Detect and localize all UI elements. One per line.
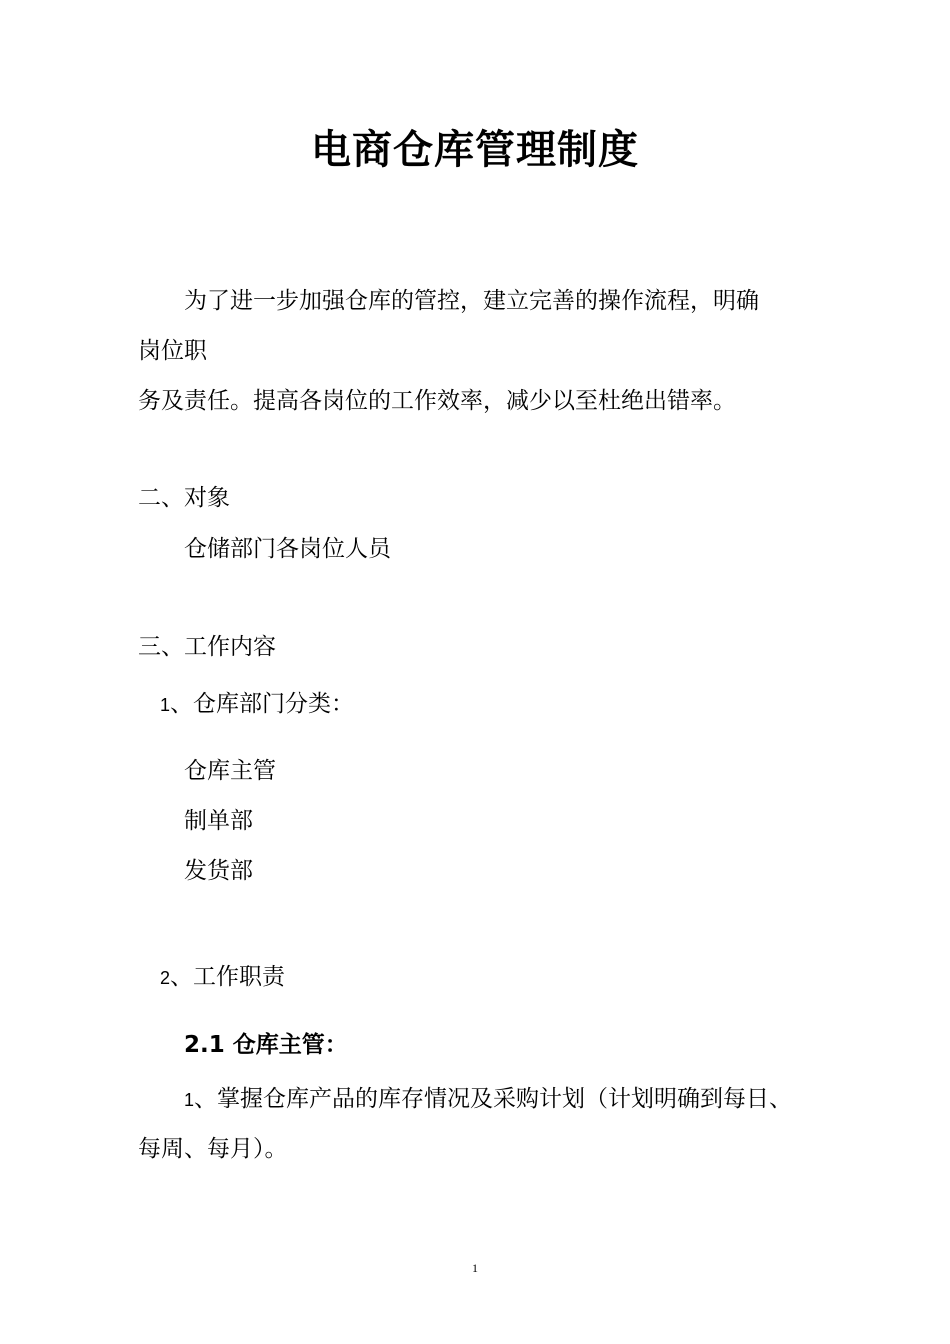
duty-1-line-1 [184,1084,792,1115]
duty-1-text: 、掌握仓库产品的库存情况及采购计划（计划明确到每日、 [194,1086,793,1112]
item-1-heading [160,689,354,720]
department-item: 仓库主管 [184,758,276,784]
department-item: 发货部 [184,858,253,884]
department-item: 制单部 [184,808,253,834]
item-2-label: 、工作职责 [170,964,286,990]
section-2-content: 仓储部门各岗位人员 [184,536,391,562]
intro-line-2: 岗位职 [138,338,207,364]
section-3-heading: 三、工作内容 [138,634,276,660]
document-title: 电商仓库管理制度 [311,127,639,173]
duty-1-number: 1 [184,1090,195,1110]
page-number: 1 [472,1261,478,1275]
item-1-number: 1 [160,695,171,715]
subsection-2-1-heading: 2.1 仓库主管： [184,1032,348,1058]
intro-line-1: 为了进一步加强仓库的管控，建立完善的操作流程，明确 [184,288,759,314]
section-2-heading: 二、对象 [138,485,230,511]
item-2-heading [160,962,285,993]
item-1-label: 、仓库部门分类： [170,691,355,717]
item-2-number: 2 [160,968,171,988]
duty-1-line-2: 每周、每月）。 [138,1136,288,1162]
intro-line-3: 务及责任。提高各岗位的工作效率，减少以至杜绝出错率。 [138,388,736,414]
